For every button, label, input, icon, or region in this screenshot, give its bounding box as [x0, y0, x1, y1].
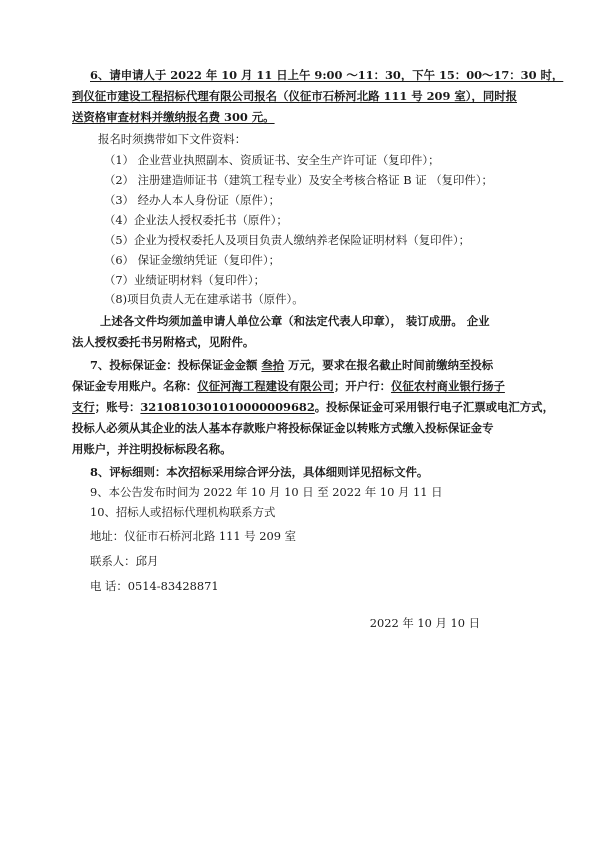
document-item-6: （6） 保证金缴纳凭证（复印件）； [104, 253, 281, 267]
section6-line1: 6、请申请人于 2022 年 10 月 11 日上午 9:00 ～11：30，下午 15：00～17：30 时， [90, 68, 564, 82]
contact-address: 地址：仪征市石桥河北路 111 号 209 室 [90, 529, 297, 543]
section7-line5: 用账户，并注明投标标段名称。 [72, 442, 232, 456]
document-item-1: （1） 企业营业执照副本、资质证书、安全生产许可证（复印件）； [104, 153, 440, 167]
document-item-4: （4）企业法人授权委托书（原件）； [104, 213, 288, 227]
section7-line2-a: 保证金专用账户。名称： [72, 379, 198, 393]
section7-line2 [72, 378, 505, 394]
section7-line4: 投标人必须从其企业的法人基本存款账户将投标保证金以转账方式缴入投标保证金专 [72, 421, 494, 435]
section10-title: 10、招标人或招标代理机构联系方式 [90, 505, 276, 519]
signoff-date: 2022 年 10 月 10 日 [369, 616, 480, 630]
document-item-5: （5）企业为授权委托人及项目负责人缴纳养老保险证明材料（复印件）； [104, 233, 471, 247]
section7-line2-b: ；开户行： [334, 379, 391, 393]
section7-line1-b: 万元，要求在报名截止时间前缴纳至投标 [284, 358, 494, 372]
section7-line1 [90, 357, 493, 373]
section7-line1-a: 7、投标保证金：投标保证金金额 [90, 358, 262, 372]
documents-note-line2: 法人授权委托书另附格式，见附件。 [72, 335, 255, 349]
section9: 9、本公告发布时间为 2022 年 10 月 10 日 至 2022 年 10 月 11 日 [90, 485, 443, 499]
bank-branch: 支行 [72, 400, 95, 414]
document-item-3: （3） 经办人本人身份证（原件）； [104, 193, 281, 207]
section7-line3-a: ；账号： [94, 400, 141, 414]
document-item-2: （2） 注册建造师证书（建筑工程专业）及安全考核合格证 B 证 （复印件）； [104, 173, 493, 187]
section7-line3-b: 。投标保证金可采用银行电子汇票或电汇方式， [314, 400, 554, 414]
section7-line3 [72, 399, 554, 415]
documents-intro: 报名时须携带如下文件资料： [98, 132, 247, 146]
section6-line2: 到仪征市建设工程招标代理有限公司报名（仪征市石桥河北路 111 号 209 室），同时报 [72, 89, 517, 103]
section6-line3: 送资格审查材料并缴纳报名费 300 元。 [72, 110, 275, 124]
section8: 8、评标细则：本次招标采用综合评分法，具体细则详见招标文件。 [90, 465, 429, 479]
document-item-8: （8)项目负责人无在建承诺书（原件）。 [104, 292, 304, 306]
account-number: 3210810301010000009682 [140, 400, 315, 414]
document-item-7: （7）业绩证明材料（复印件）； [104, 273, 266, 287]
account-name: 仪征河海工程建设有限公司 [197, 379, 335, 393]
contact-person: 联系人：邱月 [90, 554, 159, 568]
documents-note-line1: 上述各文件均须加盖申请人单位公章（和法定代表人印章）， 装订成册。 企业 [100, 314, 490, 328]
deposit-amount: 叁拾 [261, 358, 285, 372]
contact-phone: 电 话：0514-83428871 [90, 579, 219, 593]
bank-name: 仪征农村商业银行扬子 [390, 379, 505, 393]
